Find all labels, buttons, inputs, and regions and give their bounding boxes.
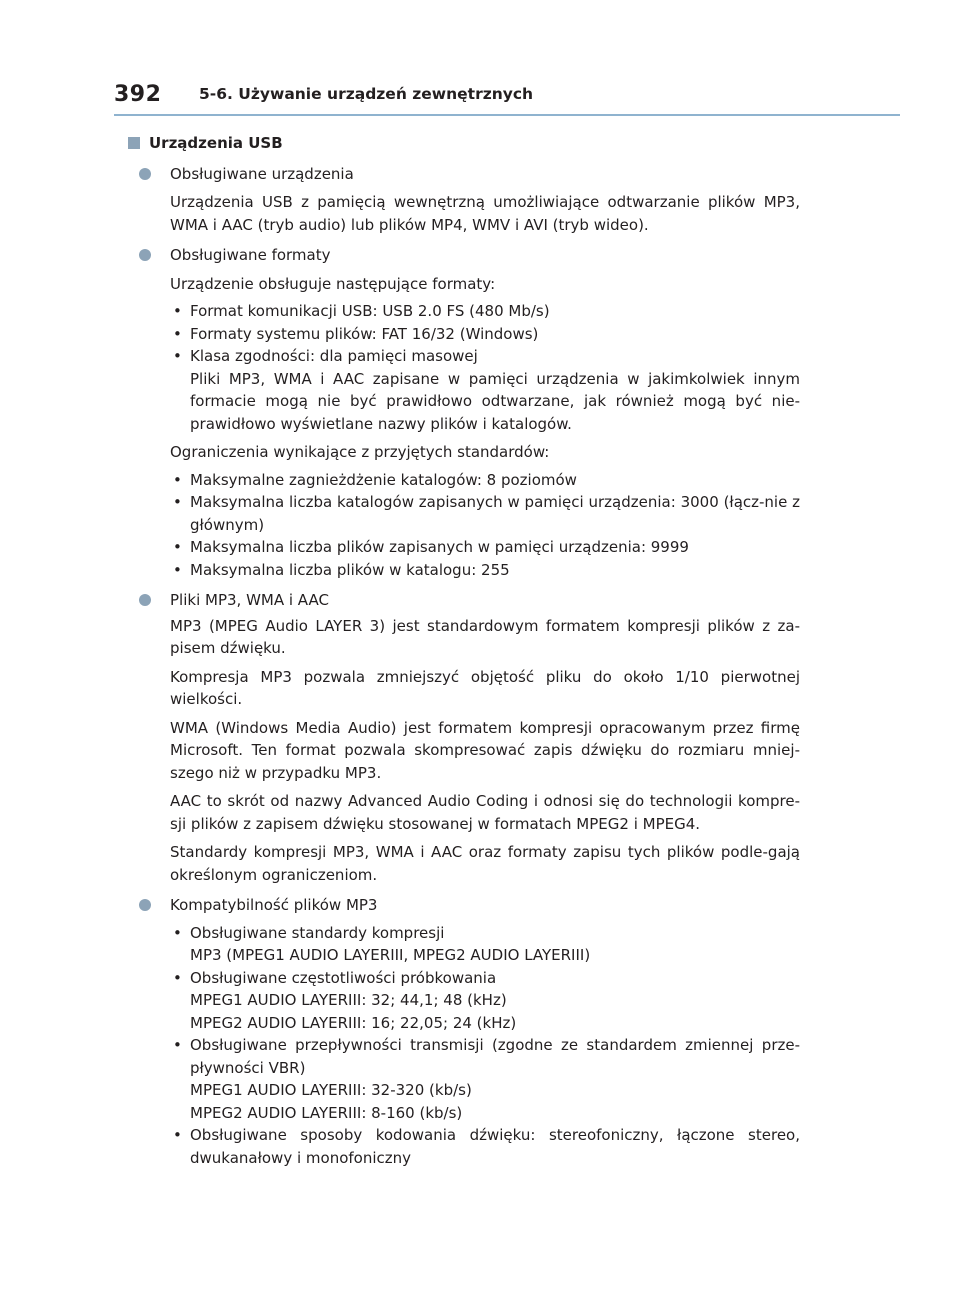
list-item-label: • Klasa zgodności: dla pamięci masowej <box>190 347 478 365</box>
list-item-value: MP3 (MPEG1 AUDIO LAYERIII, MPEG2 AUDIO LAYERIII) <box>190 946 591 964</box>
square-bullet-icon <box>128 137 140 149</box>
subsection-audio-files <box>128 589 800 612</box>
list-item: • Maksymalna liczba plików zapisanych w pamięci urządzenia: 9999 <box>190 536 800 559</box>
chapter-title: 5-6. Używanie urządzeń zewnętrznych <box>199 85 534 103</box>
section-heading <box>128 132 800 155</box>
paragraph: MP3 (MPEG Audio LAYER 3) jest standardowym formatem kompresji plików z za-pisem dźwięku. <box>170 616 800 657</box>
paragraph: Urządzenia USB z pamięcią wewnętrzną umożliwiające odtwarzanie plików MP3, WMA i AAC (tryb audio) lub plików MP4, WMV i AVI (tryb wideo). <box>170 193 800 234</box>
list-item-label: • Obsługiwane standardy kompresji <box>190 923 445 942</box>
formats-list <box>128 300 800 435</box>
circle-bullet-icon <box>139 594 151 606</box>
paragraph: AAC to skrót od nazwy Advanced Audio Coding i odnosi się do technologii kompre-sji plików z zapisem dźwięku stosowanej w formatach MPEG2 i MPEG4. <box>170 792 800 833</box>
subsection-title: Pliki MP3, WMA i AAC <box>170 591 329 609</box>
list-item: • Format komunikacji USB: USB 2.0 FS (480 Mb/s) <box>190 300 800 323</box>
list-item-label: • Obsługiwane przepływności transmisji (zgodne ze standardem zmiennej prze-pływności VBR) <box>190 1036 800 1077</box>
list-item <box>190 967 800 1035</box>
list-item: • Obsługiwane sposoby kodowania dźwięku: stereofoniczny, łączone stereo, dwukanałowy i monofoniczny <box>190 1124 800 1169</box>
page-content <box>128 132 800 1169</box>
circle-bullet-icon <box>139 899 151 911</box>
list-item-value: MPEG2 AUDIO LAYERIII: 16; 22,05; 24 (kHz) <box>190 1013 517 1032</box>
list-item-note: Pliki MP3, WMA i AAC zapisane w pamięci urządzenia w jakimkolwiek innym formacie mogą nie być prawidłowo odtwarzane, jak również mogą być nie-prawidłowo wyświetlane nazwy plików i katalogów. <box>190 369 800 433</box>
circle-bullet-icon <box>139 249 151 261</box>
paragraph: Kompresja MP3 pozwala zmniejszyć objętość pliku do około 1/10 pierwotnej wielkości. <box>170 667 800 708</box>
subsection-mp3-compat <box>128 894 800 917</box>
list-item <box>190 345 800 435</box>
section-title: Urządzenia USB <box>149 134 283 152</box>
compat-list <box>128 922 800 1170</box>
header-divider <box>114 114 900 116</box>
list-item: • Maksymalna liczba katalogów zapisanych w pamięci urządzenia: 3000 (łącz-nie z głównym) <box>190 491 800 536</box>
list-item-label: • Obsługiwane częstotliwości próbkowania <box>190 968 497 987</box>
list-item-value: MPEG2 AUDIO LAYERIII: 8-160 (kb/s) <box>190 1103 463 1122</box>
list-item: • Formaty systemu plików: FAT 16/32 (Windows) <box>190 323 800 346</box>
circle-bullet-icon <box>139 168 151 180</box>
list-item-value: MPEG1 AUDIO LAYERIII: 32; 44,1; 48 (kHz) <box>190 991 507 1009</box>
paragraph: Urządzenie obsługuje następujące formaty: <box>170 274 496 293</box>
list-item-value: MPEG1 AUDIO LAYERIII: 32-320 (kb/s) <box>190 1081 472 1099</box>
list-item <box>190 922 800 967</box>
subsection-title: Obsługiwane urządzenia <box>170 164 354 183</box>
page-header <box>114 82 914 116</box>
list-item: • Maksymalna liczba plików w katalogu: 255 <box>190 559 800 582</box>
subsection-title: Obsługiwane formaty <box>170 246 331 264</box>
subsection-title: Kompatybilność plików MP3 <box>170 896 378 914</box>
list-item <box>190 1034 800 1124</box>
paragraph: Standardy kompresji MP3, WMA i AAC oraz formaty zapisu tych plików podle-gają określonym ograniczeniom. <box>170 843 800 884</box>
paragraph: Ograniczenia wynikające z przyjętych standardów: <box>170 443 550 461</box>
page-number: 392 <box>114 82 162 107</box>
subsection-supported-devices <box>128 163 800 186</box>
list-item: • Maksymalne zagnieżdżenie katalogów: 8 poziomów <box>190 469 800 492</box>
limits-list <box>128 469 800 582</box>
subsection-supported-formats <box>128 244 800 267</box>
paragraph: WMA (Windows Media Audio) jest formatem kompresji opracowanym przez firmę Microsoft. Ten format pozwala skompresować zapis dźwięku do rozmiaru mniej-szego niż w przypadku MP3. <box>170 718 800 782</box>
